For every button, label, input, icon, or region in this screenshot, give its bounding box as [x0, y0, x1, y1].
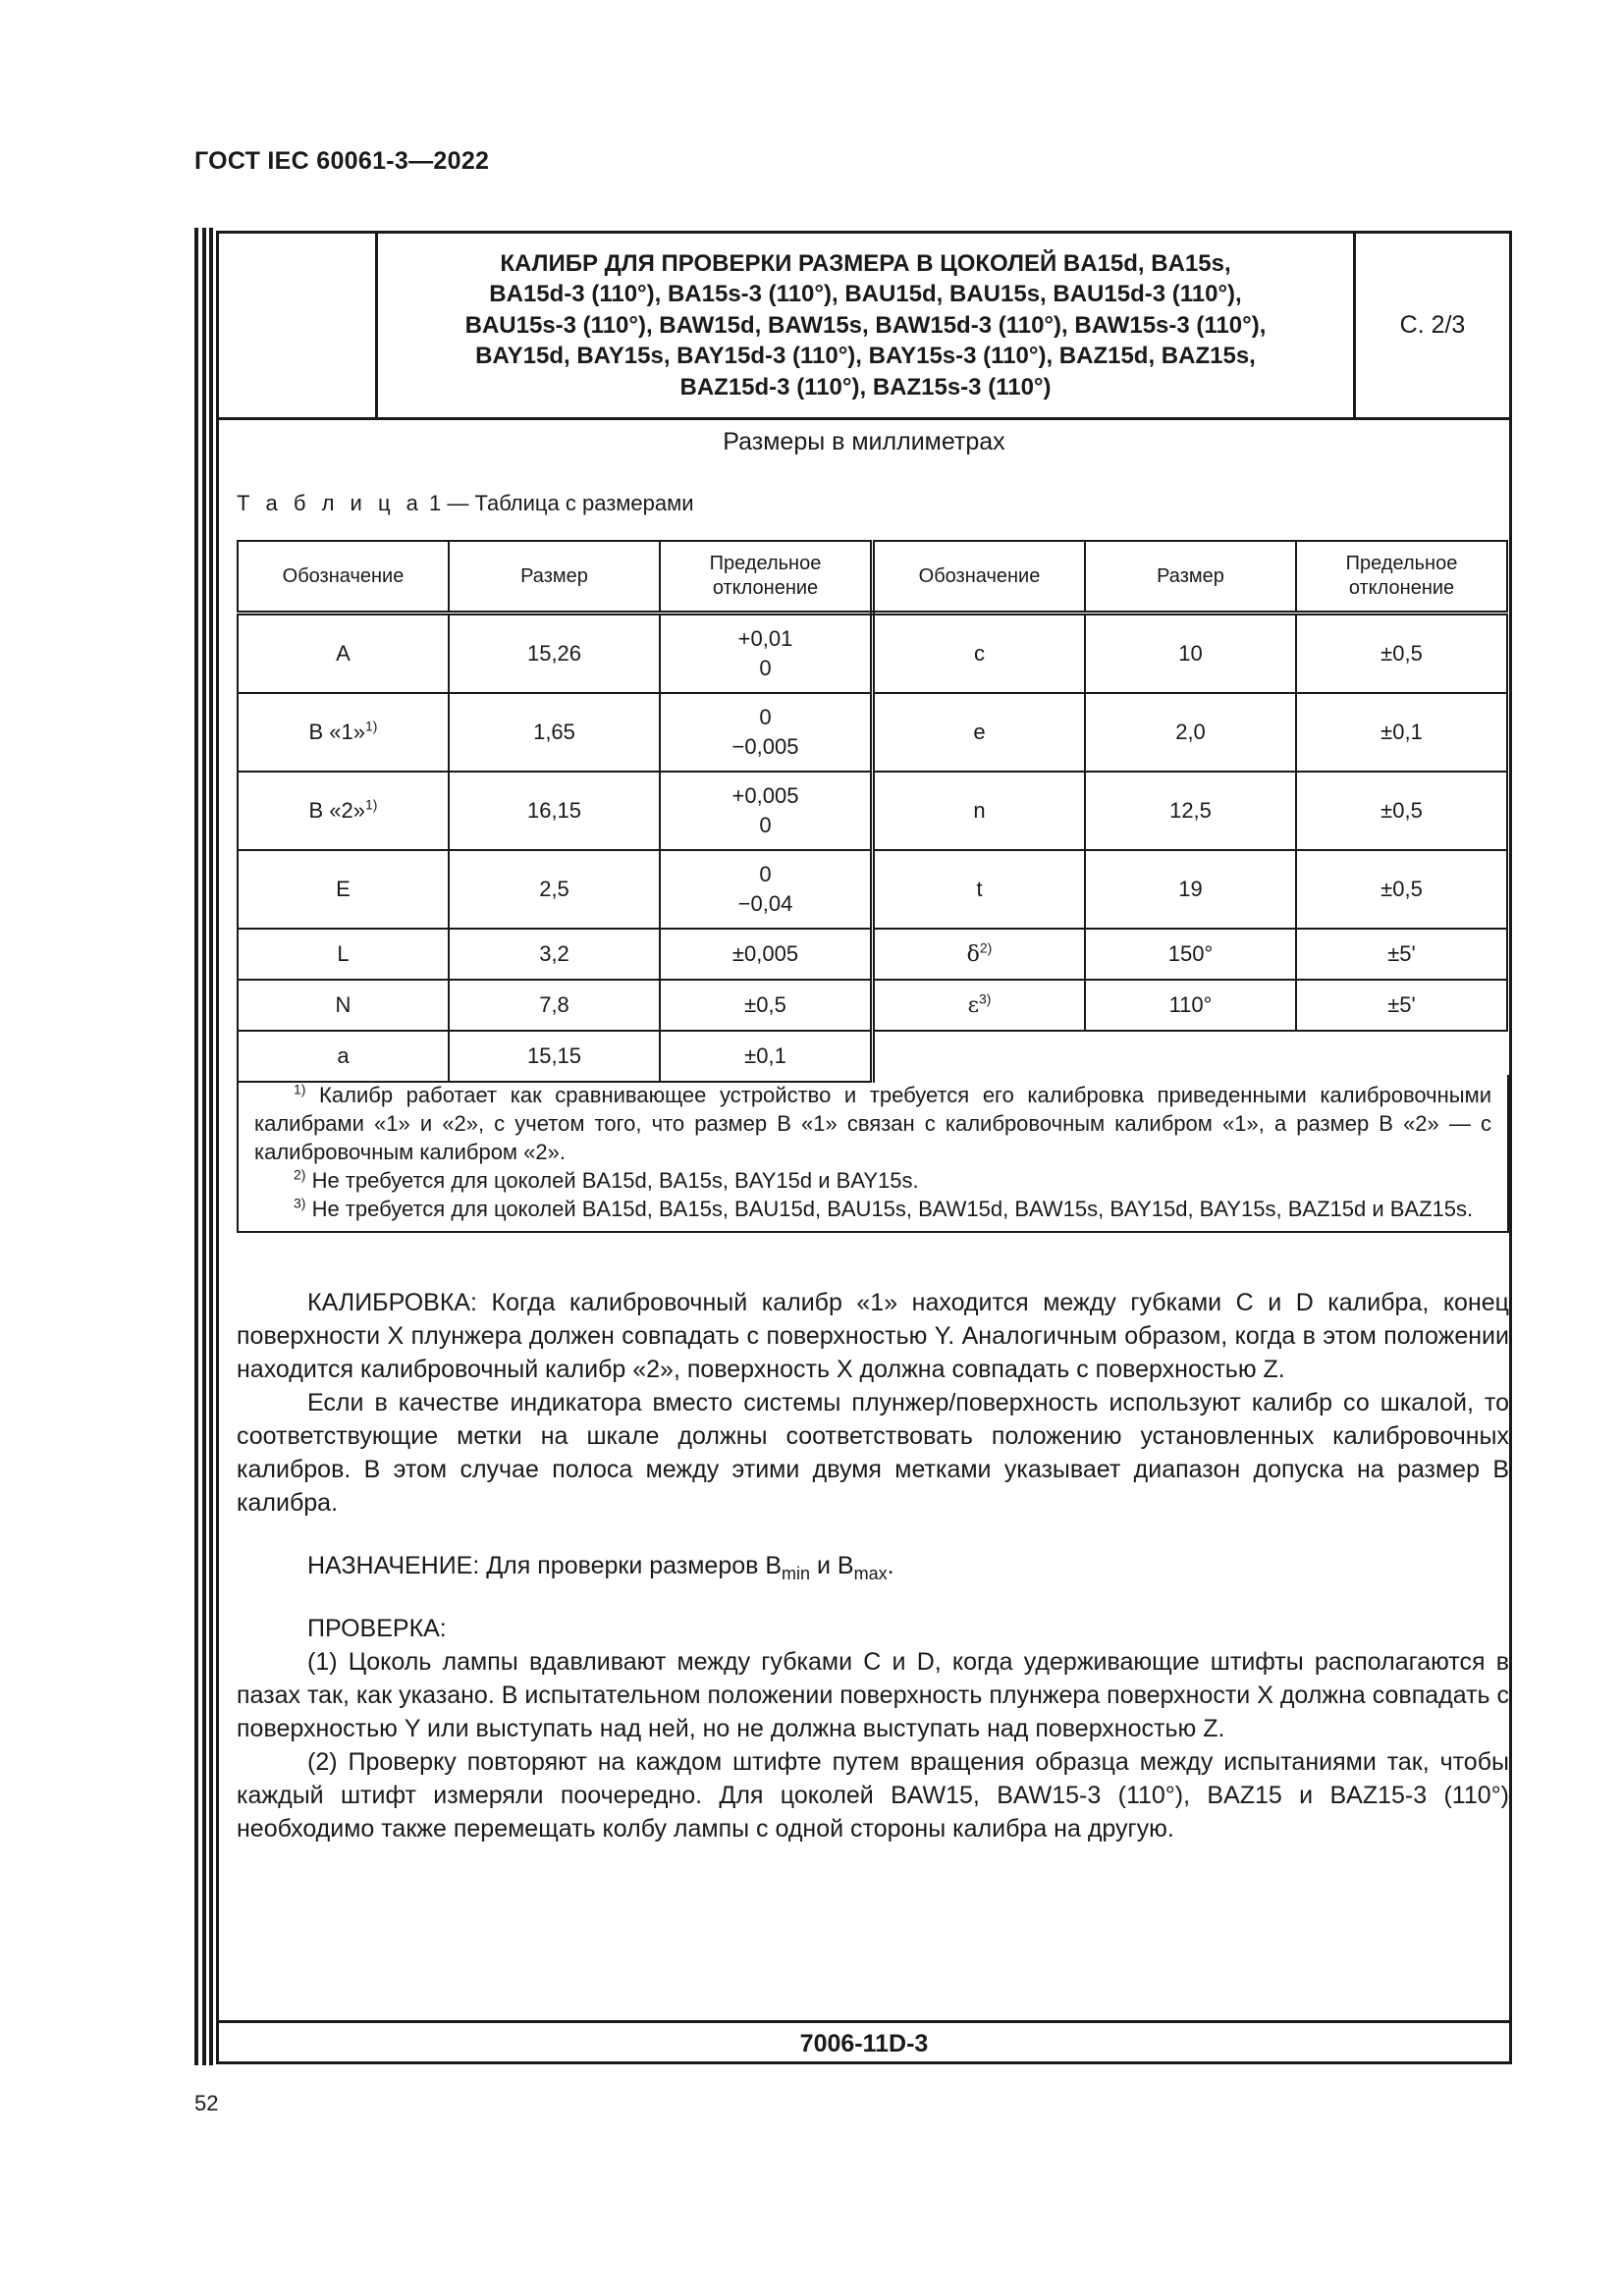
tolerance-cell: ±0,1 — [1296, 693, 1507, 772]
table-row — [238, 929, 1507, 980]
tolerance-upper: 0 — [759, 862, 772, 886]
check-step-2: (2) Проверку повторяют на каждом штифте путем вращения образца между испытаниями так, чтобы каждый штифт измеряли поочередно. Для цоколей BAW15, BAW15-3 (110°), BAZ15 и BAZ15-3 (110°) необходимо также перемещать колбу лампы с одной стороны калибра на другую. — [237, 1748, 1509, 1842]
designation-cell: E — [238, 850, 449, 929]
subscript: min — [782, 1564, 811, 1583]
tolerance-cell: ±5' — [1296, 929, 1507, 980]
table-caption-text: 1 — Таблица с размерами — [429, 491, 694, 515]
designation-cell: A — [238, 614, 449, 694]
designation-cell — [873, 929, 1086, 980]
size-cell: 1,65 — [449, 693, 660, 772]
footnote-ref: 1) — [365, 796, 378, 813]
size-cell: 2,5 — [449, 850, 660, 929]
size-cell: 3,2 — [449, 929, 660, 980]
purpose-text: НАЗНАЧЕНИЕ: Для проверки размеров B — [307, 1552, 783, 1579]
body-text — [237, 1286, 1509, 1845]
page-number: 52 — [194, 2091, 219, 2115]
title-blank-cell — [219, 234, 378, 417]
size-cell: 150° — [1085, 929, 1296, 980]
designation-cell: a — [238, 1031, 449, 1082]
tolerance-upper: +0,01 — [737, 626, 793, 651]
table-header-row — [238, 541, 1507, 614]
size-cell: 12,5 — [1085, 772, 1296, 850]
size-cell: 2,0 — [1085, 693, 1296, 772]
tolerance-lower: 0 — [759, 813, 772, 837]
size-cell: 19 — [1085, 850, 1296, 929]
column-header: Предельное отклонение — [1296, 541, 1507, 614]
table-caption — [237, 491, 694, 516]
tolerance-cell — [660, 693, 873, 772]
size-cell: 10 — [1085, 614, 1296, 694]
footnote — [254, 1195, 1491, 1223]
footnote-ref: 3) — [978, 990, 992, 1007]
table-footnotes — [237, 1075, 1509, 1233]
tolerance-cell — [660, 850, 873, 929]
column-header: Обозначение — [238, 541, 449, 614]
margin-rule — [202, 228, 206, 2065]
designation-cell — [238, 772, 449, 850]
tolerance-cell: ±0,5 — [1296, 614, 1507, 694]
tolerance-cell: ±0,5 — [1296, 772, 1507, 850]
margin-rule — [209, 228, 213, 2065]
title-block — [219, 234, 1509, 420]
tolerance-cell: ±0,005 — [660, 929, 873, 980]
table-row — [238, 693, 1507, 772]
tolerance-cell: ±0,5 — [1296, 850, 1507, 929]
sheet-frame — [216, 231, 1512, 2064]
title-cell — [378, 234, 1356, 417]
footnote-ref: 1) — [365, 718, 378, 734]
size-cell: 7,8 — [449, 980, 660, 1031]
sheet-number: С. 2/3 — [1399, 311, 1466, 339]
check-step-1: (1) Цоколь лампы вдавливают между губками C и D, когда удерживающие штифты располагаются в пазах так, как указано. В испытательном положении поверхность плунжера поверхности X должна совпадать с поверхностью Y или выступать над ней, но не должна выступать над поверхностью Z. — [237, 1648, 1509, 1742]
table-row — [238, 772, 1507, 850]
footnote — [254, 1166, 1491, 1195]
check-heading: ПРОВЕРКА: — [307, 1615, 447, 1642]
purpose-text: и B — [810, 1552, 854, 1579]
footnote-mark: 1) — [294, 1081, 306, 1097]
tolerance-lower: 0 — [759, 656, 772, 680]
document-code: 7006-11D-3 — [799, 2029, 929, 2057]
document-header: ГОСТ IEC 60061-3—2022 — [194, 147, 490, 175]
designation-cell: L — [238, 929, 449, 980]
footnote-text: Не требуется для цоколей BA15d, BA15s, BAU15d, BAU15s, BAW15d, BAW15s, BAY15d, BAY15s, BAZ15d и BAZ15s. — [305, 1197, 1474, 1221]
tolerance-cell: ±0,5 — [660, 980, 873, 1031]
calibration-paragraph: КАЛИБРОВКА: Когда калибровочный калибр «1» находится между губками C и D калибра, конец поверхности X плунжера должен совпадать с поверхностью Y. Аналогичным образом, когда в этом положении находится калибровочный калибр «2», поверхность X должна совпадать с поверхностью Z. — [237, 1289, 1509, 1383]
designation-cell — [873, 980, 1086, 1031]
footnote-ref: 2) — [979, 939, 993, 956]
subscript: max — [853, 1564, 888, 1583]
tolerance-cell: ±0,1 — [660, 1031, 873, 1082]
table-caption-label: Т а б л и ц а — [237, 491, 423, 515]
designation-text: B «2» — [308, 798, 366, 823]
column-header: Размер — [449, 541, 660, 614]
tolerance-lower: −0,04 — [737, 891, 793, 916]
tolerance-cell — [660, 772, 873, 850]
footnote-mark: 3) — [294, 1195, 306, 1211]
tolerance-cell: ±5' — [1296, 980, 1507, 1031]
tolerance-cell — [660, 614, 873, 694]
tolerance-upper: 0 — [759, 705, 772, 729]
designation-cell: c — [873, 614, 1086, 694]
designation-cell — [238, 693, 449, 772]
designation-cell: N — [238, 980, 449, 1031]
purpose-text: . — [887, 1552, 894, 1579]
size-cell: 15,15 — [449, 1031, 660, 1082]
column-header: Размер — [1085, 541, 1296, 614]
table-row — [238, 980, 1507, 1031]
dimensions-table — [237, 540, 1508, 1083]
designation-text: B «1» — [308, 720, 366, 744]
size-cell: 16,15 — [449, 772, 660, 850]
column-header: Обозначение — [873, 541, 1086, 614]
size-cell: 110° — [1085, 980, 1296, 1031]
sheet-title: КАЛИБР ДЛЯ ПРОВЕРКИ РАЗМЕРА В ЦОКОЛЕЙ BA15d, BA15s, BA15d-3 (110°), BA15s-3 (110°), BAU15d, BAU15s, BAU15d-3 (110°), BAU15s-3 (110°), BAW15d, BAW15s, BAW15d-3 (110°), BAW15s-3 (110°), BAY15d, BAY15s, BAY15d-3 (110°), BAY15s-3 (110°), BAZ15d, BAZ15s, BAZ15d-3 (110°), BAZ15s-3 (110°) — [464, 249, 1267, 400]
scale-paragraph: Если в качестве индикатора вместо системы плунжер/поверхность используют калибр со шкалой, то соответствующие метки на шкале должны соответствовать положению установленных калибровочных калибров. В этом случае полоса между этими двумя метками указывает диапазон допуска на размер B калибра. — [237, 1389, 1509, 1517]
designation-cell: e — [873, 693, 1086, 772]
designation-cell: t — [873, 850, 1086, 929]
units-note: Размеры в миллиметрах — [723, 428, 1005, 455]
size-cell: 15,26 — [449, 614, 660, 694]
table-row — [238, 614, 1507, 694]
footnote-mark: 2) — [294, 1166, 306, 1183]
designation-cell: n — [873, 772, 1086, 850]
designation-text: δ — [966, 942, 980, 967]
footnote-text: Калибр работает как сравнивающее устройство и требуется его калибровка приведенными калибровочными калибрами «1» и «2», с учетом того, что размер B «1» связан с калибровочным калибром «1», а размер B «2» — с калибровочным калибром «2». — [254, 1083, 1491, 1164]
table-row — [238, 850, 1507, 929]
tolerance-upper: +0,005 — [731, 783, 799, 808]
margin-rule — [194, 228, 198, 2065]
tolerance-lower: −0,005 — [731, 734, 799, 759]
column-header: Предельное отклонение — [660, 541, 873, 614]
purpose-paragraph — [237, 1549, 1509, 1582]
designation-text: ε — [967, 993, 979, 1018]
footnote-text: Не требуется для цоколей BA15d, BA15s, BAY15d и BAY15s. — [305, 1168, 919, 1193]
footnote — [254, 1081, 1491, 1166]
